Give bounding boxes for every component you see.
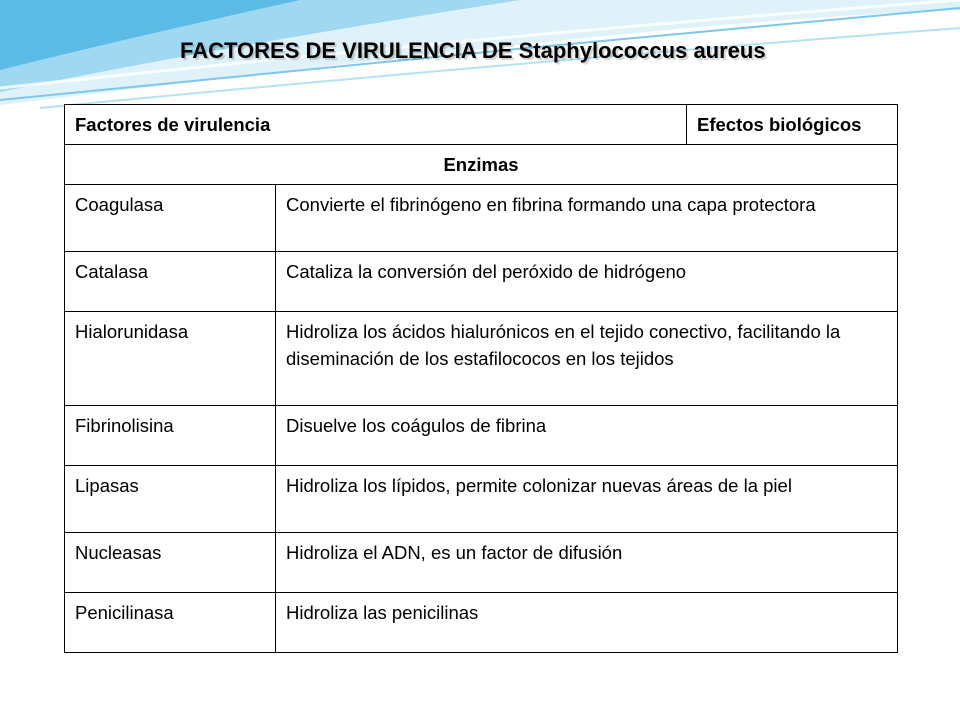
section-label: Enzimas bbox=[65, 145, 898, 185]
table-row bbox=[65, 406, 898, 466]
virulence-factors-table bbox=[64, 104, 898, 653]
effect-cell: Convierte el fibrinógeno en fibrina formando una capa protectora bbox=[276, 185, 898, 252]
effect-cell: Hidroliza el ADN, es un factor de difusión bbox=[276, 533, 898, 593]
title-species: Staphylococcus aureus bbox=[518, 38, 766, 63]
effect-cell: Hidroliza los lípidos, permite colonizar nuevas áreas de la piel bbox=[276, 466, 898, 533]
table-row bbox=[65, 466, 898, 533]
slide-title bbox=[180, 38, 900, 64]
factor-cell: Penicilinasa bbox=[65, 593, 276, 653]
table-row bbox=[65, 252, 898, 312]
factor-cell: Fibrinolisina bbox=[65, 406, 276, 466]
header-effects: Efectos biológicos bbox=[687, 105, 898, 145]
header-factors: Factores de virulencia bbox=[65, 105, 687, 145]
factor-cell: Hialorunidasa bbox=[65, 312, 276, 406]
table-row bbox=[65, 593, 898, 653]
title-prefix: FACTORES DE VIRULENCIA DE bbox=[180, 38, 513, 63]
table-row bbox=[65, 312, 898, 406]
effect-cell: Hidroliza los ácidos hialurónicos en el tejido conectivo, facilitando la diseminación de los estafilococos en los tejidos bbox=[276, 312, 898, 406]
factor-cell: Nucleasas bbox=[65, 533, 276, 593]
table-header-row bbox=[65, 105, 898, 145]
section-row bbox=[65, 145, 898, 185]
effect-cell: Cataliza la conversión del peróxido de hidrógeno bbox=[276, 252, 898, 312]
effect-cell: Hidroliza las penicilinas bbox=[276, 593, 898, 653]
effect-cell: Disuelve los coágulos de fibrina bbox=[276, 406, 898, 466]
factor-cell: Lipasas bbox=[65, 466, 276, 533]
factor-cell: Coagulasa bbox=[65, 185, 276, 252]
table-row bbox=[65, 185, 898, 252]
factor-cell: Catalasa bbox=[65, 252, 276, 312]
table-row bbox=[65, 533, 898, 593]
